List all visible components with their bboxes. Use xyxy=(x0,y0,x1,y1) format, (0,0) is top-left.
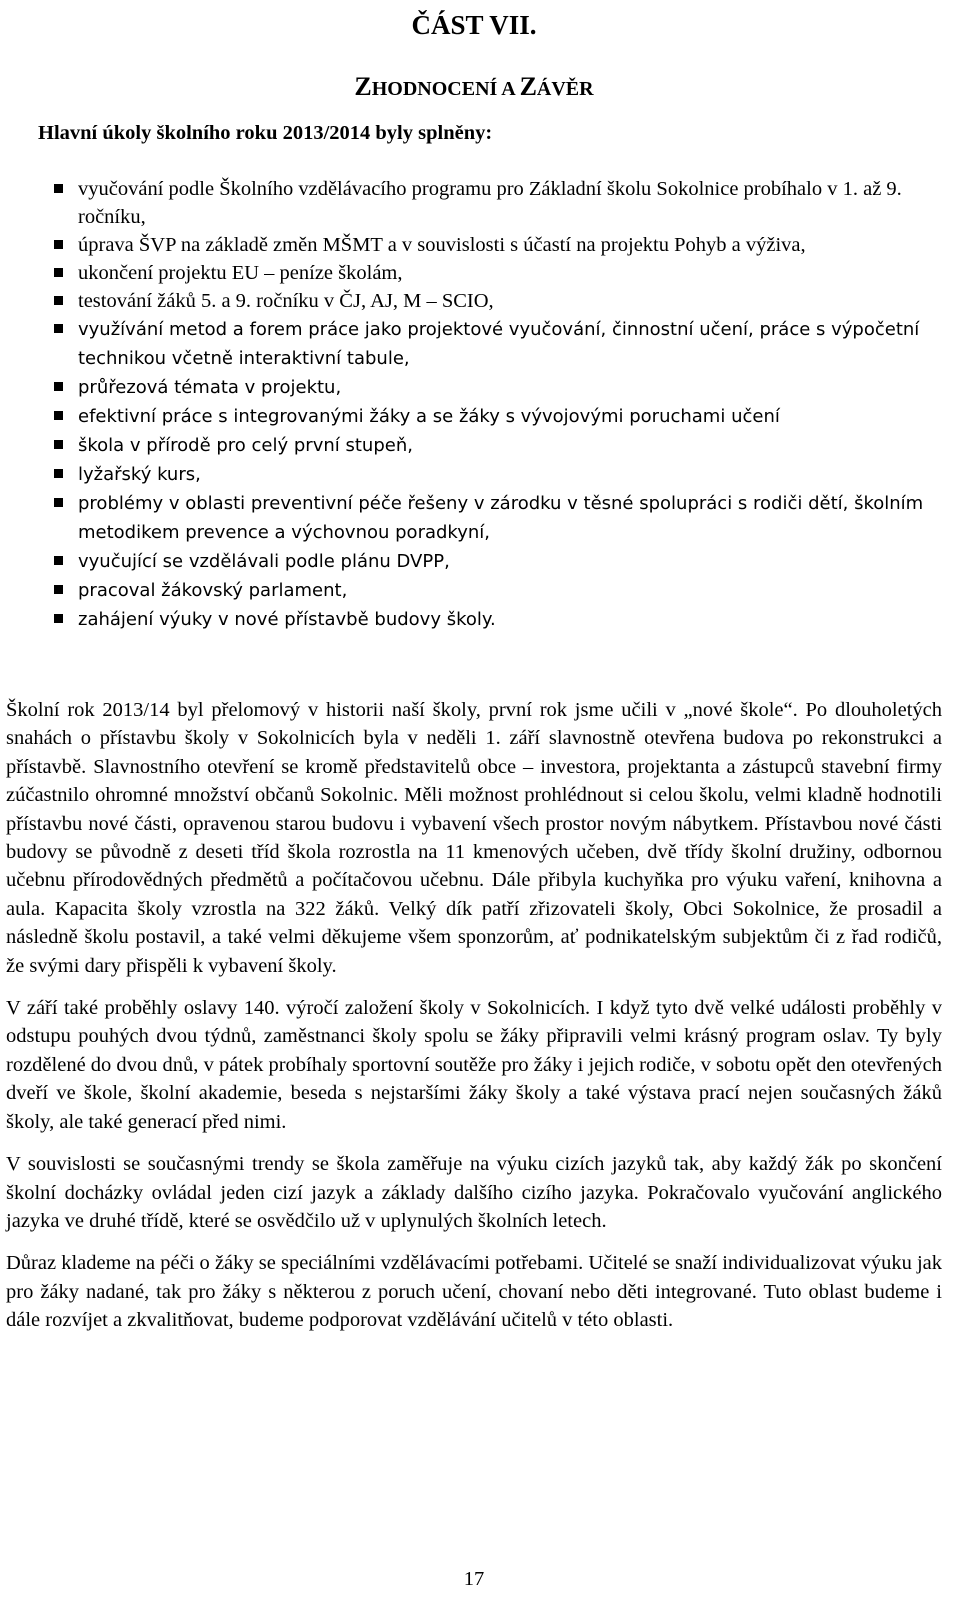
list-item-text: využívání metod a forem práce jako projektové vyučování, činnostní učení, práce s výpočetní technikou včetně interaktivní tabule, xyxy=(78,319,920,369)
list-item-text: vyučování podle Školního vzdělávacího programu pro Základní školu Sokolnice probíhalo v 1. až 9. ročníku, xyxy=(78,178,902,228)
list-item xyxy=(50,460,930,489)
list-item-text: vyučující se vzdělávali podle plánu DVPP, xyxy=(78,551,450,572)
square-bullet-icon xyxy=(54,498,63,507)
list-item-text: ukončení projektu EU – peníze školám, xyxy=(78,262,403,284)
square-bullet-icon xyxy=(54,296,63,305)
list-item-text: problémy v oblasti preventivní péče řešeny v zárodku v těsné spolupráci s rodiči dětí, školním metodikem prevence a výchovnou poradkyní, xyxy=(78,493,924,543)
list-item xyxy=(50,315,930,373)
chapter-title-initial-1: Z xyxy=(354,72,372,101)
list-item xyxy=(50,259,930,287)
chapter-title-initial-2: Z xyxy=(519,72,537,101)
part-title xyxy=(6,3,942,47)
list-item xyxy=(50,576,930,605)
paragraph: Školní rok 2013/14 byl přelomový v historii naší školy, první rok jsme učili v „nové škole“. Po dlouholetých snahách o přístavbu školy v Sokolnicích byla v neděli 1. září slavnostně otevřena budova po rekonstrukci a přístavbě. Slavnostního otevření se kromě představitelů obce – investora, projektanta a zástupců stavební firmy zúčastnilo ohromné množství občanů Sokolnic. Měli možnost prohlédnout si celou školu, velmi kladně hodnotili přístavbu nové části, opravenou starou budovu i vybavení všech prostor novým nábytkem. Přístavbou nové části budovy se původně z deseti tříd škola rozrostla na 11 kmenových učeben, dvě třídy školní družiny, odbornou učebnu přírodovědných předmětů a počítačovou učebnu. Dále přibyla kuchyňka pro výuku vaření, knihovna a aula. Kapacita školy vzrostla na 322 žáků. Velký dík patří zřizovateli školy, Obci Sokolnice, že prosadil a následně školu postavil, a také velmi děkujeme všem sponzorům, ať podnikatelským subjektům či z řad rodičů, že svými dary přispěli k vybavení školy. xyxy=(6,699,942,977)
square-bullet-icon xyxy=(54,268,63,277)
paragraph: V souvislosti se současnými trendy se škola zaměřuje na výuku cizích jazyků tak, aby každý žák po skončení školní docházky ovládal jeden cizí jazyk a základy dalšího cizího jazyka. Pokračovalo vyučování anglického jazyka ve druhé třídě, které se osvědčilo už v uplynulých školních letech. xyxy=(6,1153,942,1232)
list-item xyxy=(50,605,930,634)
square-bullet-icon xyxy=(54,440,63,449)
list-item-text: škola v přírodě pro celý první stupeň, xyxy=(78,435,413,456)
square-bullet-icon xyxy=(54,585,63,594)
square-bullet-icon xyxy=(54,614,63,623)
chapter-title-part-2: ÁVĚR xyxy=(536,78,594,100)
list-item-text: lyžařský kurs, xyxy=(78,464,201,485)
section-heading: Hlavní úkoly školního roku 2013/2014 byly splněny: xyxy=(38,122,493,144)
chapter-title xyxy=(6,59,942,115)
list-item xyxy=(50,287,930,315)
list-item-text: efektivní práce s integrovanými žáky a se žáky s vývojovými poruchami učení xyxy=(78,406,780,427)
square-bullet-icon xyxy=(54,184,63,193)
page-number: 17 xyxy=(463,1568,485,1590)
chapter-title-part-1: HODNOCENÍ A xyxy=(371,78,520,100)
square-bullet-icon xyxy=(54,240,63,249)
square-bullet-icon xyxy=(54,469,63,478)
list-item-text: pracoval žákovský parlament, xyxy=(78,580,348,601)
list-item xyxy=(50,547,930,576)
square-bullet-icon xyxy=(54,556,63,565)
square-bullet-icon xyxy=(54,324,63,333)
part-title-text: ČÁST VII. xyxy=(411,10,537,40)
square-bullet-icon xyxy=(54,411,63,420)
paragraph: V září také proběhly oslavy 140. výročí založení školy v Sokolnicích. I když tyto dvě velké události proběhly v odstupu pouhých dvou týdnů, zaměstnanci školy spolu se žáky připravili velmi krásný program oslav. Ty byly rozdělené do dvou dnů, v pátek probíhaly sportovní soutěže pro žáky i jejich rodiče, v sobotu opět den otevřených dveří ve škole, školní akademie, beseda s nejstaršími žáky školy a také výstava prací nejen současných žáků školy, ale také generací před nimi. xyxy=(6,997,942,1133)
list-item xyxy=(50,373,930,402)
list-item-text: testování žáků 5. a 9. ročníku v ČJ, AJ, M – SCIO, xyxy=(78,290,494,312)
list-item xyxy=(50,402,930,431)
tasks-list xyxy=(50,175,930,634)
list-item-text: zahájení výuky v nové přístavbě budovy školy. xyxy=(78,609,496,630)
list-item xyxy=(50,489,930,547)
list-item xyxy=(50,175,930,231)
list-item-text: úprava ŠVP na základě změn MŠMT a v souvislosti s účastí na projektu Pohyb a výživa, xyxy=(78,234,806,256)
body-text xyxy=(6,696,942,1349)
list-item xyxy=(50,431,930,460)
list-item-text: průřezová témata v projektu, xyxy=(78,377,342,398)
square-bullet-icon xyxy=(54,382,63,391)
document-page xyxy=(6,0,942,1590)
paragraph: Důraz klademe na péči o žáky se speciálními vzdělávacími potřebami. Učitelé se snaží individualizovat výuku jak pro žáky nadané, tak pro žáky s některou z poruch učení, chovaní nebo děti integrované. Tuto oblast budeme i dále rozvíjet a zkvalitňovat, budeme podporovat vzdělávání učitelů v této oblasti. xyxy=(6,1252,942,1332)
list-item xyxy=(50,231,930,259)
